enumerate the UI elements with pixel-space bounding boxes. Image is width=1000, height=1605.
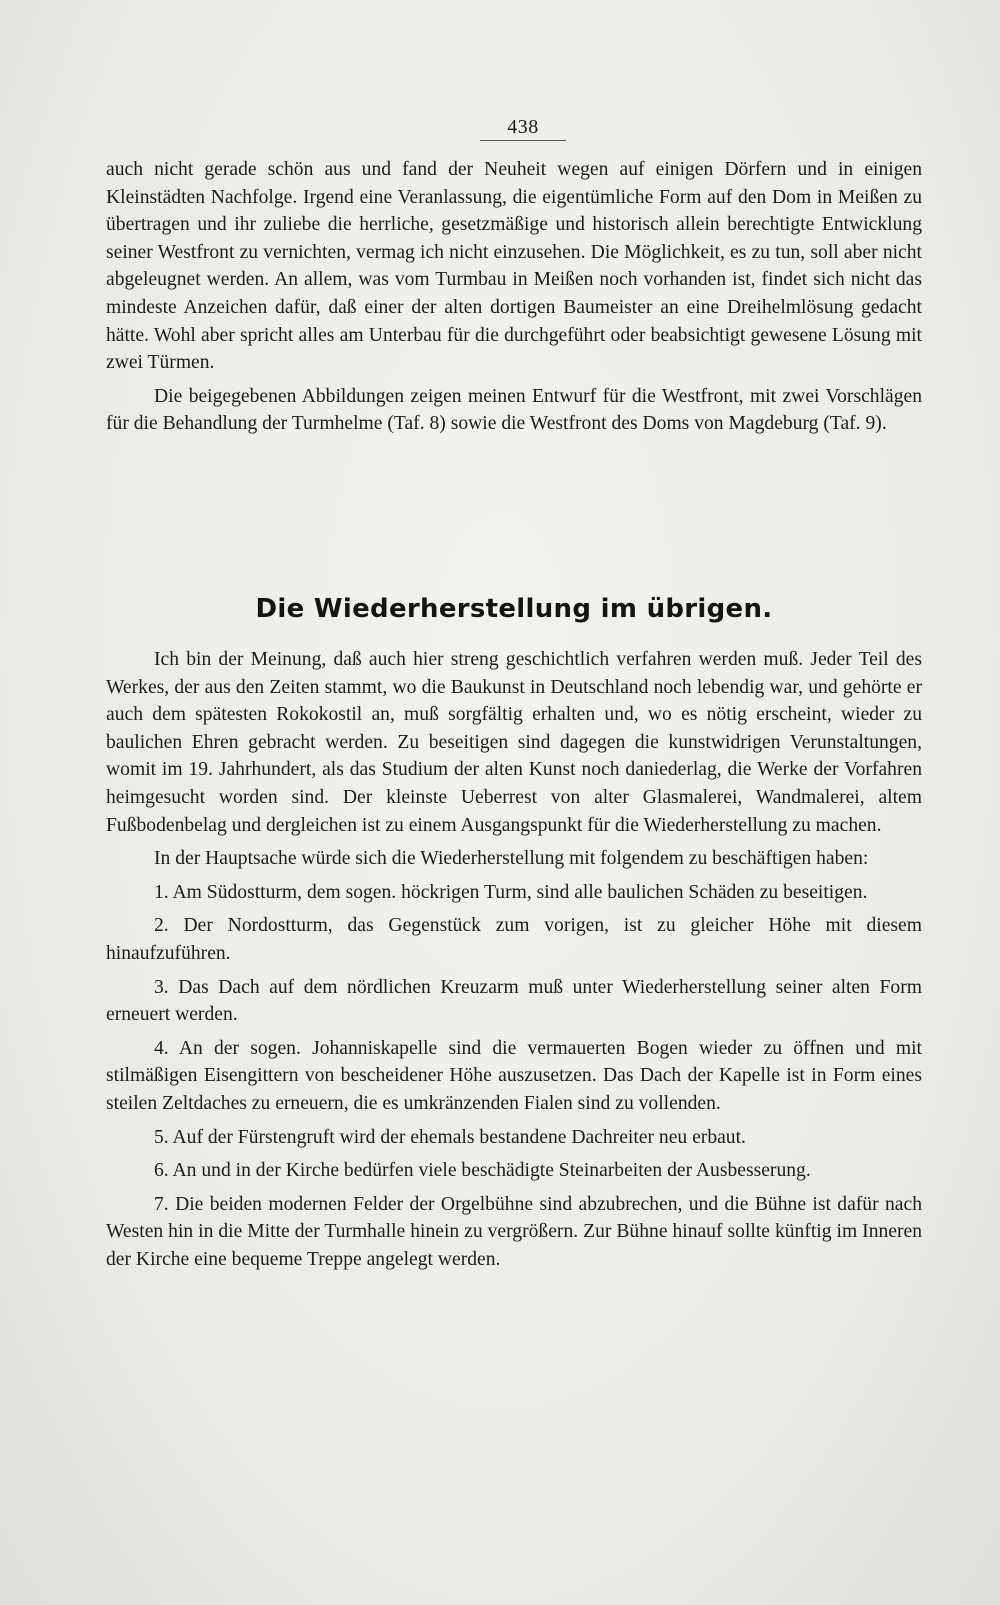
list-item: 7. Die beiden modernen Felder der Orgelbühne sind abzubrechen, und die Bühne ist dafür nach Westen hin in die Mitte der Turmhalle hinein zu vergrößern. Zur Bühne hinauf sollte künftig im Inneren der Kirche eine bequeme Treppe angelegt werden. <box>106 1193 922 1270</box>
paragraph: Ich bin der Meinung, daß auch hier streng geschichtlich verfahren werden muß. Jeder Teil des Werkes, der aus den Zeiten stammt, wo die Baukunst in Deutschland noch lebendig war, und gehörte er auch dem spätesten Rokokostil an, muß sorgfältig erhalten und, wo es nötig erscheint, wieder zu baulichen Ehren gebracht werden. Zu beseitigen sind dagegen die kunstwidrigen Verunstaltungen, womit im 19. Jahrhundert, als das Studium der alten Kunst noch daniederlag, die Werke der Vorfahren heimgesucht worden sind. Der kleinste Ueberrest von alter Glasmalerei, Wandmalerei, altem Fußbodenbelag und dergleichen ist zu einem Ausgangspunkt für die Wiederherstellung zu machen. <box>106 649 922 836</box>
paragraph: Die beigegebenen Abbildungen zeigen meinen Entwurf für die Westfront, mit zwei Vorschlägen für die Behandlung der Turmhelme (Taf. 8) sowie die Westfront des Doms von Magdeburg (Taf. 9). <box>106 385 922 435</box>
list-item: 3. Das Dach auf dem nördlichen Kreuzarm muß unter Wiederherstellung seiner alten Form erneuert werden. <box>106 976 922 1026</box>
list-item: 5. Auf der Fürstengruft wird der ehemals bestandene Dachreiter neu erbaut. <box>154 1126 746 1148</box>
list-item: 2. Der Nordostturm, das Gegenstück zum vorigen, ist zu gleicher Höhe mit diesem hinaufzuführen. <box>106 915 922 964</box>
section-text-block <box>106 646 922 1273</box>
page-number: 438 <box>480 116 566 141</box>
intro-text-block <box>106 156 922 438</box>
paragraph: auch nicht gerade schön aus und fand der Neuheit wegen auf einigen Dörfern und in einigen Kleinstädten Nachfolge. Irgend eine Veranlassung, die eigentümliche Form auf den Dom in Meißen zu übertragen und ihr zuliebe die herrliche, gesetzmäßige und historisch allein berechtigte Entwicklung seiner Westfront zu vernichten, vermag ich nicht einzusehen. Die Möglichkeit, es zu tun, soll aber nicht abgeleugnet werden. An allem, was vom Turmbau in Meißen noch vorhanden ist, findet sich nicht das mindeste Anzeichen dafür, daß einer der alten dortigen Baumeister an eine Dreihelmlösung gedacht hätte. Wohl aber spricht alles am Unterbau für die durchgeführt oder beabsichtigt gewesene Lösung mit zwei Türmen. <box>106 159 922 374</box>
section-heading: Die Wiederherstellung im übrigen. <box>255 594 773 624</box>
paragraph: In der Hauptsache würde sich die Wiederherstellung mit folgendem zu beschäftigen haben: <box>154 848 869 870</box>
list-item: 1. Am Südostturm, dem sogen. höckrigen Turm, sind alle baulichen Schäden zu beseitigen. <box>154 881 868 903</box>
list-item: 6. An und in der Kirche bedürfen viele beschädigte Steinarbeiten der Ausbesserung. <box>154 1160 811 1182</box>
list-item: 4. An der sogen. Johanniskapelle sind die vermauerten Bogen wieder zu öffnen und mit stilmäßigen Eisengittern von bescheidener Höhe auszusetzen. Das Dach der Kapelle ist in Form eines steilen Zeltdaches zu erneuern, die es umkränzenden Fialen sind zu vollenden. <box>106 1037 922 1114</box>
